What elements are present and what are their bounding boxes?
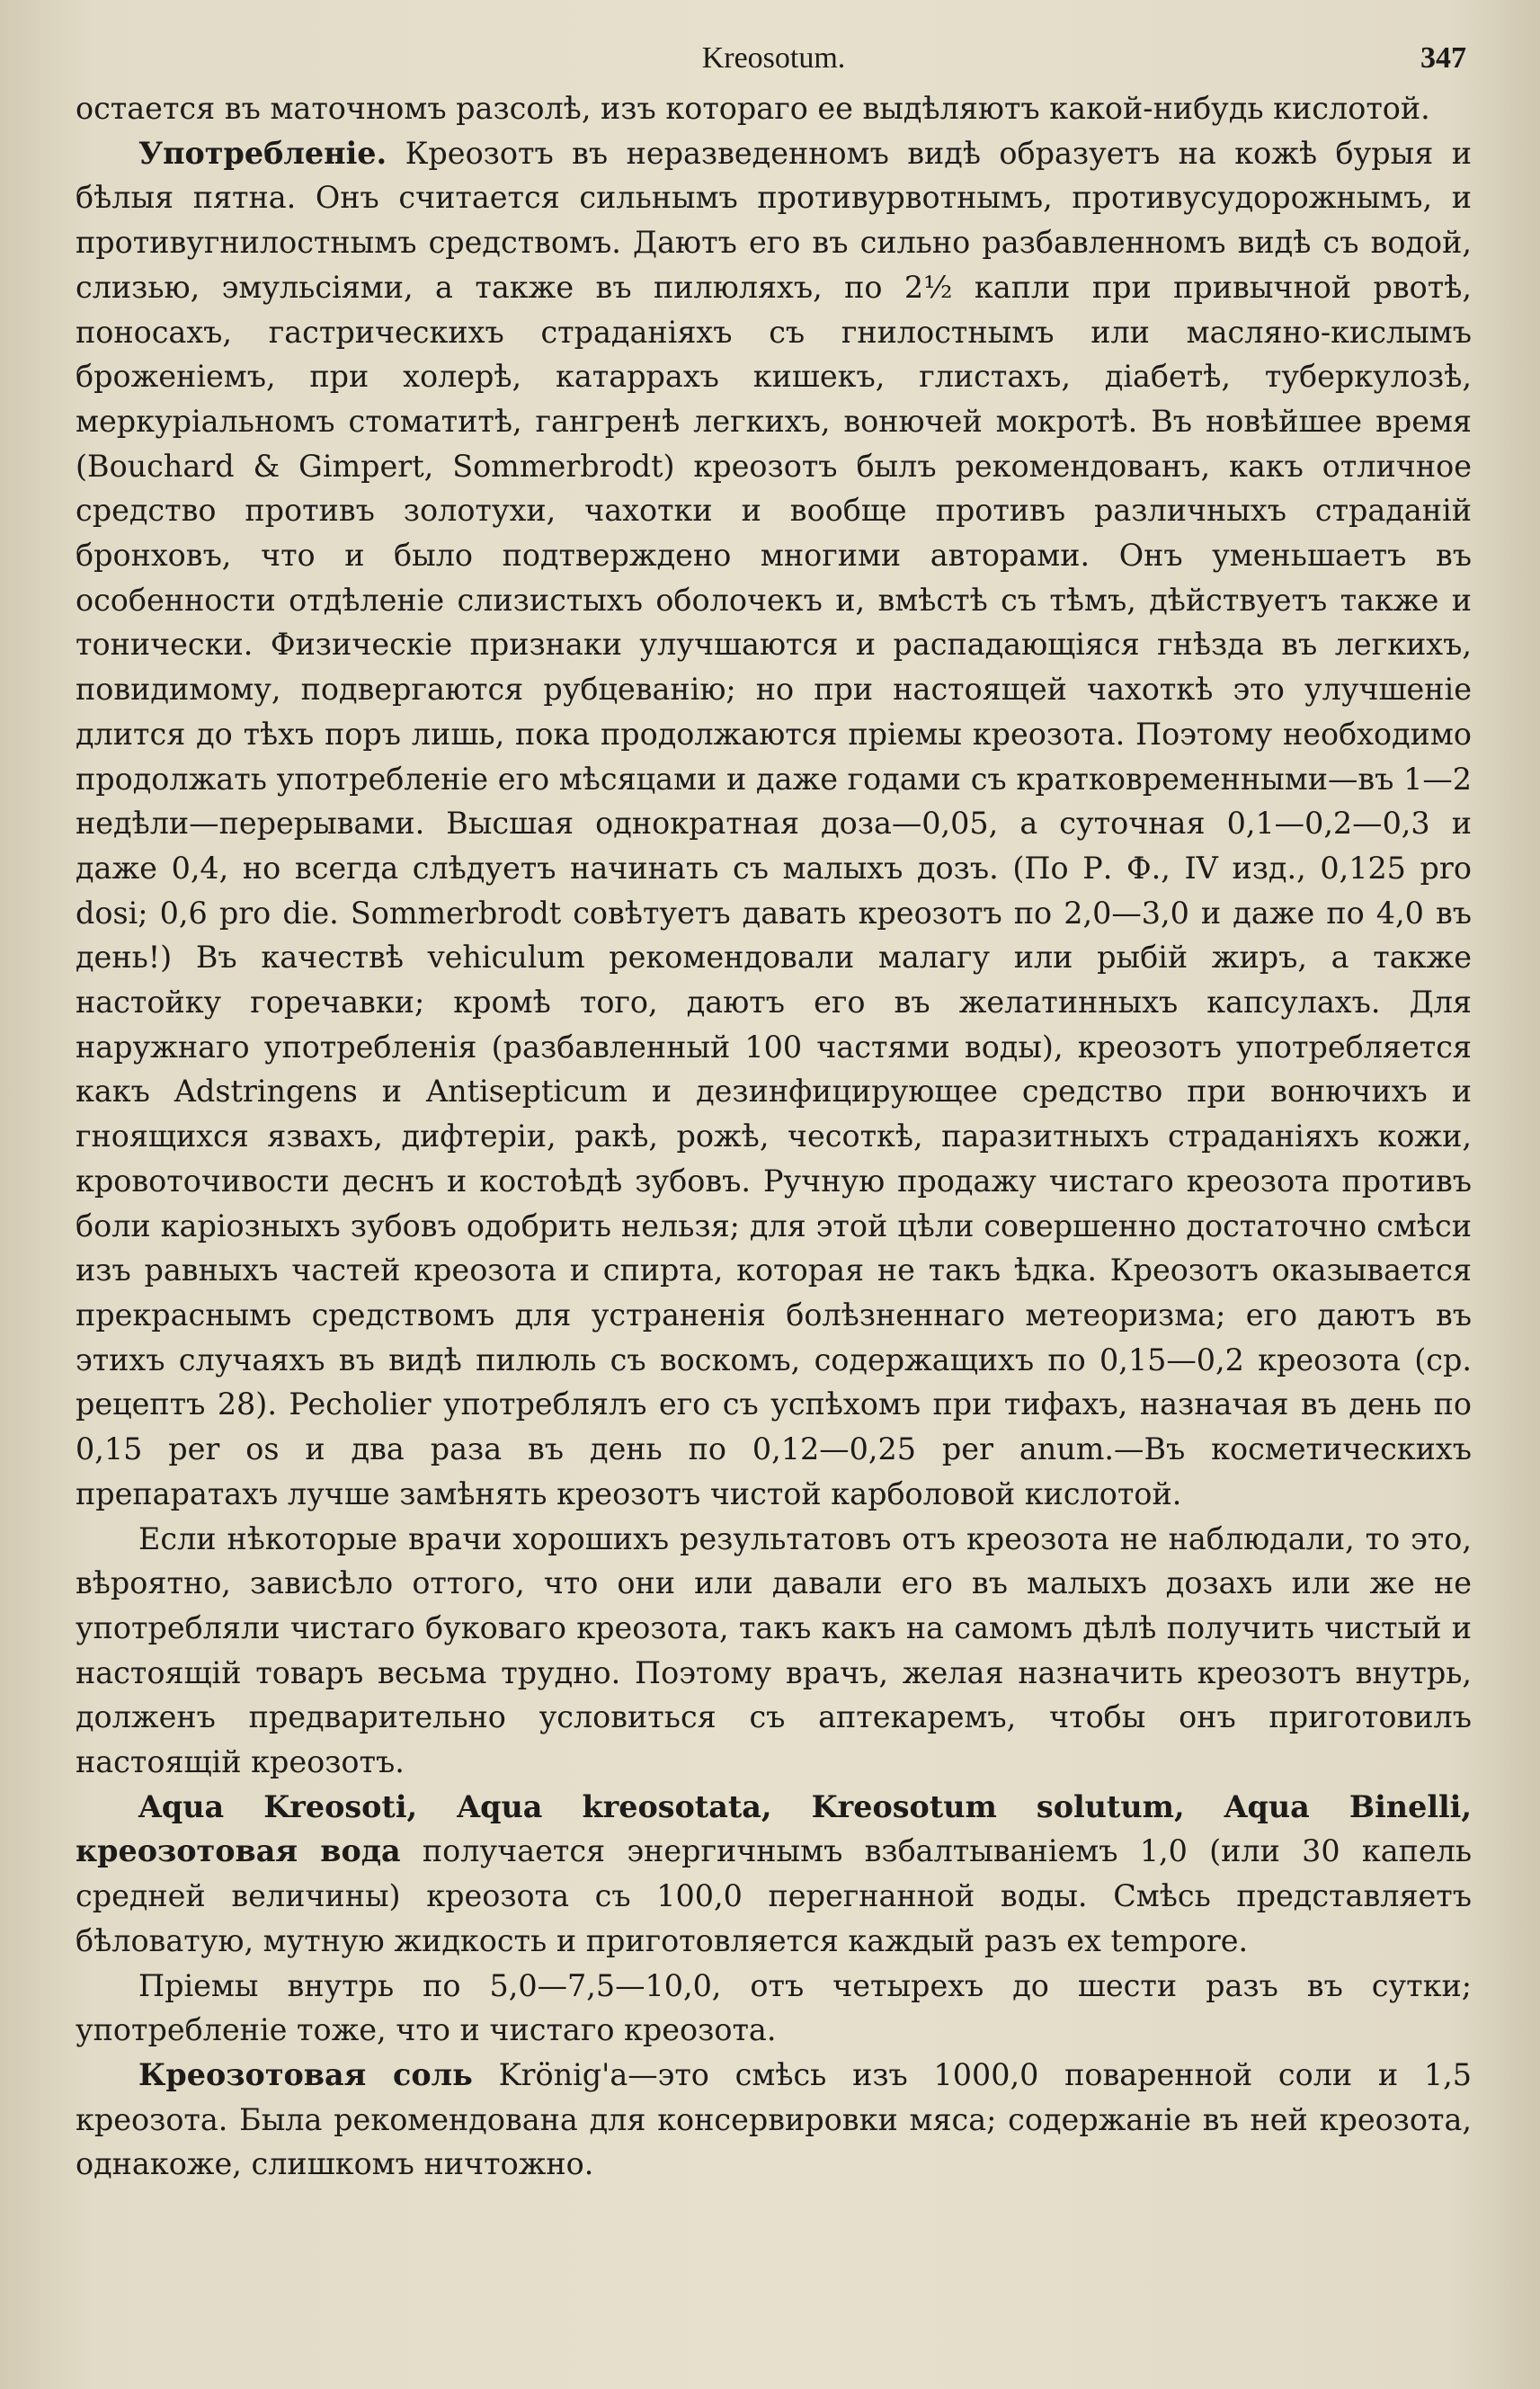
paragraph-usage: [76, 131, 1472, 1517]
paragraph-dosage: [76, 1964, 1472, 2053]
paragraph-lead: Креозотовая соль: [138, 2056, 473, 2092]
paragraph-text: Креозотъ въ неразведенномъ видѣ образуетъ на кожѣ бурыя и бѣлыя пятна. Онъ считается сильнымъ противурвотнымъ, противусудорожнымъ, и противугнилостнымъ средствомъ. Даютъ его въ сильно разбавленномъ видѣ съ водой, слизью, эмульсіями, а также въ пилюляхъ, по 2½ капли при привычной рвотѣ, поносахъ, гастрическихъ страданіяхъ съ гнилостнымъ или масляно-кислымъ броженіемъ, при холерѣ, катаррахъ кишекъ, глистахъ, діабетѣ, туберкулозѣ, меркуріальномъ стоматитѣ, гангренѣ легкихъ, вонючей мокротѣ. Въ новѣйшее время (Bouchard & Gimpert, Sommerbrodt) креозотъ былъ рекомендованъ, какъ отличное средство противъ золотухи, чахотки и вообще противъ различныхъ страданій бронховъ, что и было подтверждено многими авторами. Онъ уменьшаетъ въ особенности отдѣленіе слизистыхъ оболочекъ и, вмѣстѣ съ тѣмъ, дѣйствуетъ также и тонически. Физическіе признаки улучшаются и распадающіяся гнѣзда въ легкихъ, повидимому, подвергаются рубцеванію; но при настоящей чахоткѣ это улучшеніе длится до тѣхъ поръ лишь, пока продолжаются пріемы креозота. Поэтому необходимо продолжать употребленіе его мѣсяцами и даже годами съ кратковременными—въ 1—2 недѣли—перерывами. Высшая однократная доза—0,05, а суточная 0,1—0,2—0,3 и даже 0,4, но всегда слѣдуетъ начинать съ малыхъ дозъ. (По Р. Ф., IV изд., 0,125 pro dosi; 0,6 pro die. Sommerbrodt совѣтуетъ давать креозотъ по 2,0—3,0 и даже по 4,0 въ день!) Въ качествѣ vehiculum рекомендовали малагу или рыбій жиръ, а также настойку горечавки; кромѣ того, даютъ его въ желатинныхъ капсулахъ. Для наружнаго употребленія (разбавленный 100 частями воды), креозотъ употребляется какъ Adstringens и Antisepticum и дезинфицирующее средство при вонючихъ и гноящихся язвахъ, дифтеріи, ракѣ, рожѣ, чесоткѣ, паразитныхъ страданіяхъ кожи, кровоточивости деснъ и костоѣдѣ зубовъ. Ручную продажу чистаго креозота противъ боли каріозныхъ зубовъ одобрить нельзя; для этой цѣли совершенно достаточно смѣси изъ равныхъ частей креозота и спирта, которая не такъ ѣдка. Креозотъ оказывается прекраснымъ средствомъ для устраненія болѣзненнаго метеоризма; его даютъ въ этихъ случаяхъ въ видѣ пилюль съ воскомъ, содержащихъ по 0,15—0,2 креозота (ср. рецептъ 28). Pecholier употреблялъ его съ успѣхомъ при тифахъ, назначая въ день по 0,15 per os и два раза въ день по 0,12—0,25 per anum.—Въ косметическихъ препаратахъ лучше замѣнять креозотъ чистой карболовой кислотой.: [76, 135, 1472, 1511]
paragraph-kreosote-salt: [76, 2053, 1472, 2187]
paragraph-lead: Aqua Kreosoti, Aqua kreosotata, Kreosotum solutum, Aqua Binelli, креозотовая вода: [76, 1788, 1472, 1869]
paragraph-text: остается въ маточномъ разсолѣ, изъ котораго ее выдѣляютъ какой-нибудь кислотой.: [76, 91, 1430, 126]
paragraph-text: Пріемы внутрь по 5,0—7,5—10,0, отъ четырехъ до шести разъ въ сутки; употребленіе тоже, что и чистаго креозота.: [76, 1967, 1472, 2048]
paragraph-lead: Употребленіе.: [138, 135, 387, 171]
body-text: [76, 86, 1472, 2187]
running-head: [76, 36, 1472, 81]
paragraph-continuation: [76, 86, 1472, 131]
paragraph-text: Если нѣкоторые врачи хорошихъ результатовъ отъ креозота не наблюдали, то это, вѣроятно, зависѣло оттого, что они или давали его въ малыхъ дозахъ или же не употребляли чистаго буковаго креозота, такъ какъ на самомъ дѣлѣ получить чистый и настоящій товаръ весьма трудно. Поэтому врачъ, желая назначить креозотъ внутрь, долженъ предварительно условиться съ аптекаремъ, чтобы онъ приготовилъ настоящій креозотъ.: [76, 1520, 1472, 1780]
paragraph-text: Krönig'a—это смѣсь изъ 1000,0 поваренной соли и 1,5 креозота. Была рекомендована для консервировки мяса; содержаніе въ ней креозота, однакоже, слишкомъ ничтожно.: [76, 2056, 1472, 2182]
paragraph-aqua-kreosoti: [76, 1785, 1472, 1964]
page-number: 347: [1420, 41, 1466, 75]
paragraph-text: получается энергичнымъ взбалтываніемъ 1,0 (или 30 капель средней величины) креозота съ 100,0 перегнанной воды. Смѣсь представляетъ бѣловатую, мутную жидкость и приготовляется каждый разъ ex tempore.: [76, 1833, 1473, 1958]
running-title: Kreosotum.: [701, 41, 846, 75]
paragraph-purity: [76, 1517, 1472, 1785]
